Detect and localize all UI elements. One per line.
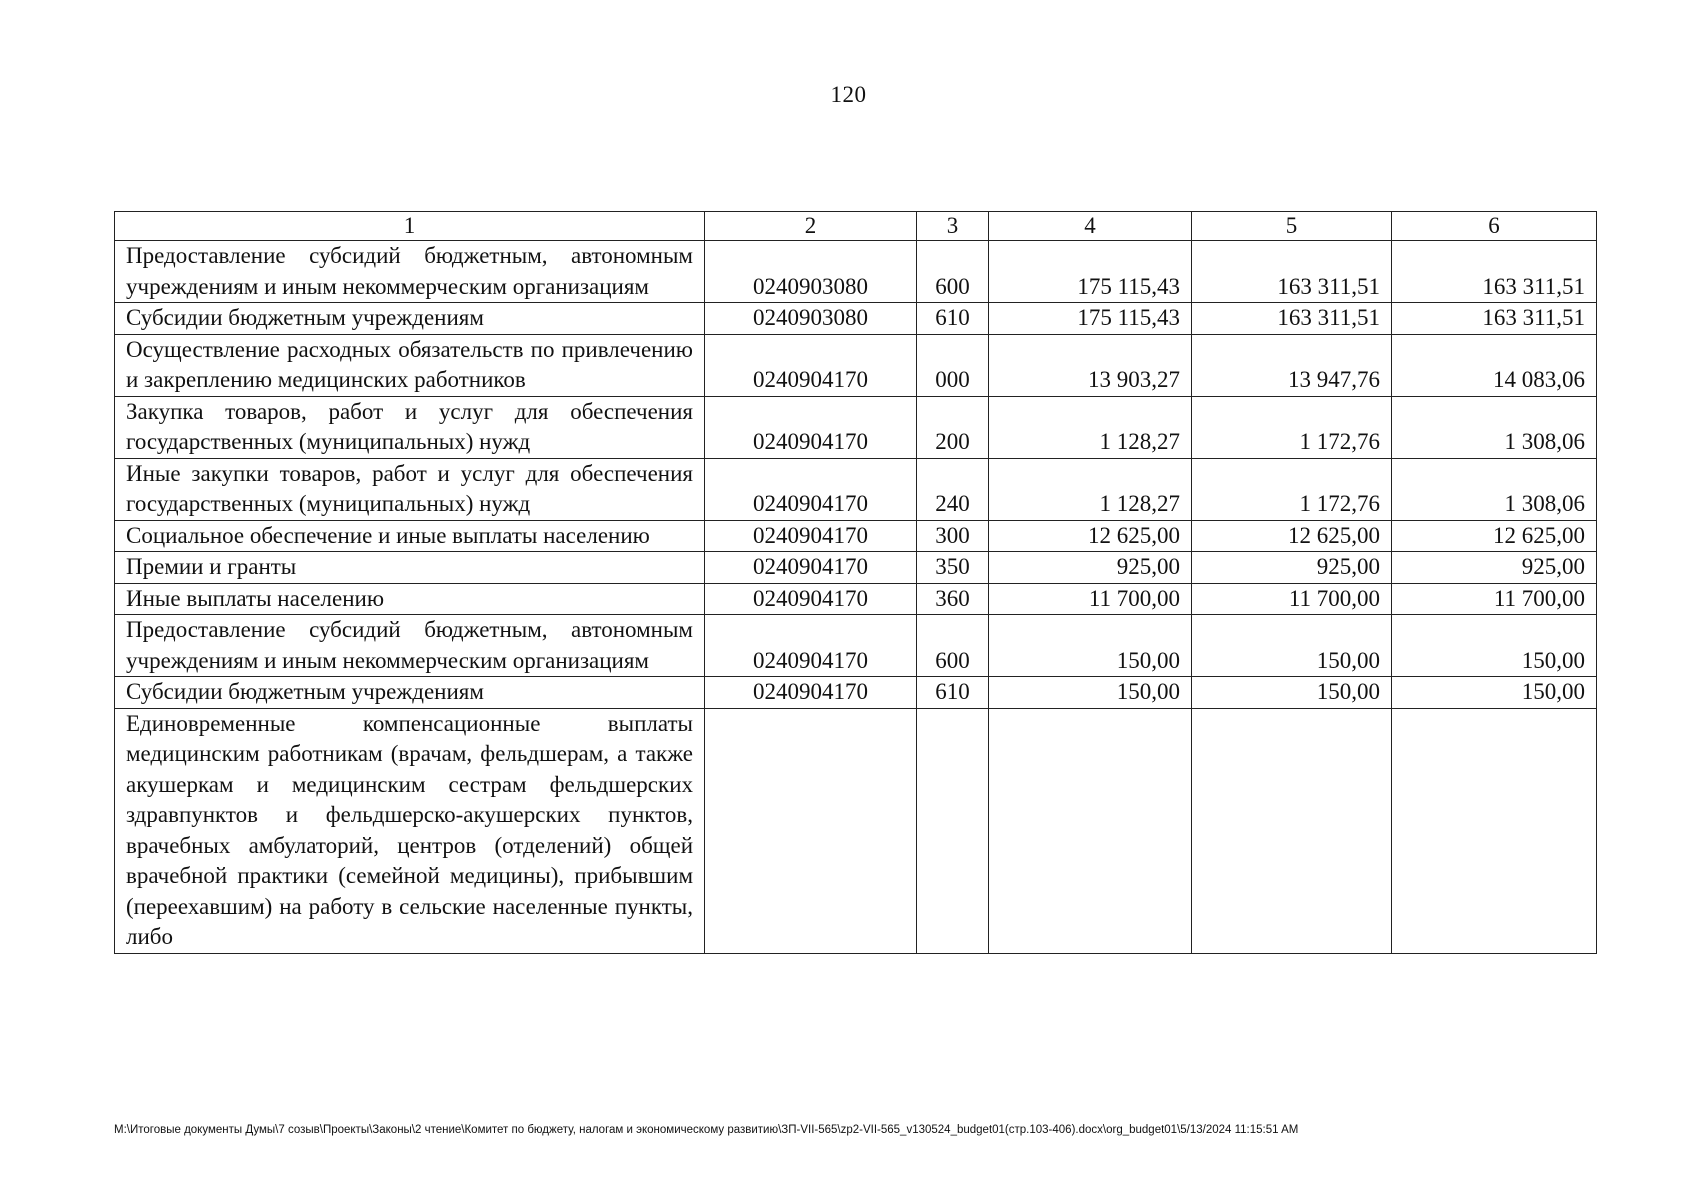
column-header: 5 bbox=[1192, 212, 1392, 241]
column-header: 3 bbox=[917, 212, 989, 241]
row-name: Предоставление субсидий бюджетным, автономным учреждениям и иным некоммерческим организациям bbox=[115, 241, 705, 303]
table-row bbox=[115, 677, 1597, 709]
row-value-3: 11 700,00 bbox=[1392, 583, 1597, 615]
column-header: 6 bbox=[1392, 212, 1597, 241]
row-name: Осуществление расходных обязательств по привлечению и закреплению медицинских работников bbox=[115, 334, 705, 396]
row-name: Премии и гранты bbox=[115, 552, 705, 584]
row-value-2: 150,00 bbox=[1192, 677, 1392, 709]
row-value-1: 925,00 bbox=[989, 552, 1192, 584]
row-target-code bbox=[705, 708, 917, 953]
row-value-2: 150,00 bbox=[1192, 615, 1392, 677]
row-value-1: 175 115,43 bbox=[989, 303, 1192, 335]
table-row bbox=[115, 520, 1597, 552]
row-value-1: 150,00 bbox=[989, 615, 1192, 677]
row-value-1: 175 115,43 bbox=[989, 241, 1192, 303]
row-expense-type: 610 bbox=[917, 677, 989, 709]
row-expense-type: 610 bbox=[917, 303, 989, 335]
row-expense-type: 350 bbox=[917, 552, 989, 584]
row-target-code: 0240904170 bbox=[705, 520, 917, 552]
row-value-2: 12 625,00 bbox=[1192, 520, 1392, 552]
row-value-3: 1 308,06 bbox=[1392, 396, 1597, 458]
row-value-3: 925,00 bbox=[1392, 552, 1597, 584]
row-value-2: 13 947,76 bbox=[1192, 334, 1392, 396]
column-header: 4 bbox=[989, 212, 1192, 241]
table-row bbox=[115, 303, 1597, 335]
row-expense-type: 360 bbox=[917, 583, 989, 615]
row-expense-type: 300 bbox=[917, 520, 989, 552]
row-value-1: 13 903,27 bbox=[989, 334, 1192, 396]
row-name: Закупка товаров, работ и услуг для обеспечения государственных (муниципальных) нужд bbox=[115, 396, 705, 458]
row-value-2: 1 172,76 bbox=[1192, 458, 1392, 520]
column-header: 1 bbox=[115, 212, 705, 241]
row-name: Субсидии бюджетным учреждениям bbox=[115, 303, 705, 335]
row-target-code: 0240904170 bbox=[705, 396, 917, 458]
row-name: Социальное обеспечение и иные выплаты населению bbox=[115, 520, 705, 552]
row-value-3: 12 625,00 bbox=[1392, 520, 1597, 552]
row-expense-type bbox=[917, 708, 989, 953]
row-name: Единовременные компенсационные выплаты медицинским работникам (врачам, фельдшерам, а также акушеркам и медицинским сестрам фельдшерских здравпунктов и фельдшерско-акушерских пунктов, врачебных амбулаторий, центров (отделений) общей врачебной практики (семейной медицины), прибывшим (переехавшим) на работу в сельские населенные пункты, либо bbox=[115, 708, 705, 953]
row-target-code: 0240903080 bbox=[705, 241, 917, 303]
row-value-2 bbox=[1192, 708, 1392, 953]
table-row bbox=[115, 583, 1597, 615]
table-row bbox=[115, 396, 1597, 458]
row-value-2: 163 311,51 bbox=[1192, 241, 1392, 303]
row-expense-type: 000 bbox=[917, 334, 989, 396]
row-value-2: 1 172,76 bbox=[1192, 396, 1392, 458]
table-row bbox=[115, 615, 1597, 677]
row-expense-type: 240 bbox=[917, 458, 989, 520]
row-value-1 bbox=[989, 708, 1192, 953]
row-expense-type: 200 bbox=[917, 396, 989, 458]
row-value-1: 12 625,00 bbox=[989, 520, 1192, 552]
row-name: Иные закупки товаров, работ и услуг для обеспечения государственных (муниципальных) нужд bbox=[115, 458, 705, 520]
page-number: 120 bbox=[830, 82, 867, 107]
row-value-2: 11 700,00 bbox=[1192, 583, 1392, 615]
budget-table bbox=[114, 211, 1597, 954]
row-value-2: 925,00 bbox=[1192, 552, 1392, 584]
row-value-3: 150,00 bbox=[1392, 677, 1597, 709]
table-row bbox=[115, 458, 1597, 520]
row-target-code: 0240904170 bbox=[705, 583, 917, 615]
row-value-1: 1 128,27 bbox=[989, 396, 1192, 458]
row-value-1: 11 700,00 bbox=[989, 583, 1192, 615]
footer-file-path: M:\Итоговые документы Думы\7 созыв\Проекты\Законы\2 чтение\Комитет по бюджету, налогам и экономическому развитию\ЗП-VII-565\zp2-VII-565_v130524_budget01(стр.103-406).docx\org_budget01\5/13/2024 11:15:51 AM bbox=[114, 1124, 1299, 1136]
table-row bbox=[115, 708, 1597, 953]
row-target-code: 0240904170 bbox=[705, 334, 917, 396]
row-expense-type: 600 bbox=[917, 241, 989, 303]
row-value-3: 1 308,06 bbox=[1392, 458, 1597, 520]
row-target-code: 0240903080 bbox=[705, 303, 917, 335]
row-target-code: 0240904170 bbox=[705, 458, 917, 520]
row-value-3: 163 311,51 bbox=[1392, 303, 1597, 335]
row-value-1: 150,00 bbox=[989, 677, 1192, 709]
row-value-3: 14 083,06 bbox=[1392, 334, 1597, 396]
row-value-3: 163 311,51 bbox=[1392, 241, 1597, 303]
row-name: Субсидии бюджетным учреждениям bbox=[115, 677, 705, 709]
table-row bbox=[115, 552, 1597, 584]
row-name: Иные выплаты населению bbox=[115, 583, 705, 615]
row-expense-type: 600 bbox=[917, 615, 989, 677]
row-name: Предоставление субсидий бюджетным, автономным учреждениям и иным некоммерческим организациям bbox=[115, 615, 705, 677]
row-target-code: 0240904170 bbox=[705, 615, 917, 677]
column-header: 2 bbox=[705, 212, 917, 241]
row-value-3 bbox=[1392, 708, 1597, 953]
row-target-code: 0240904170 bbox=[705, 677, 917, 709]
table-row bbox=[115, 241, 1597, 303]
table-header-row bbox=[115, 212, 1597, 241]
row-target-code: 0240904170 bbox=[705, 552, 917, 584]
row-value-1: 1 128,27 bbox=[989, 458, 1192, 520]
table-row bbox=[115, 334, 1597, 396]
row-value-3: 150,00 bbox=[1392, 615, 1597, 677]
row-value-2: 163 311,51 bbox=[1192, 303, 1392, 335]
